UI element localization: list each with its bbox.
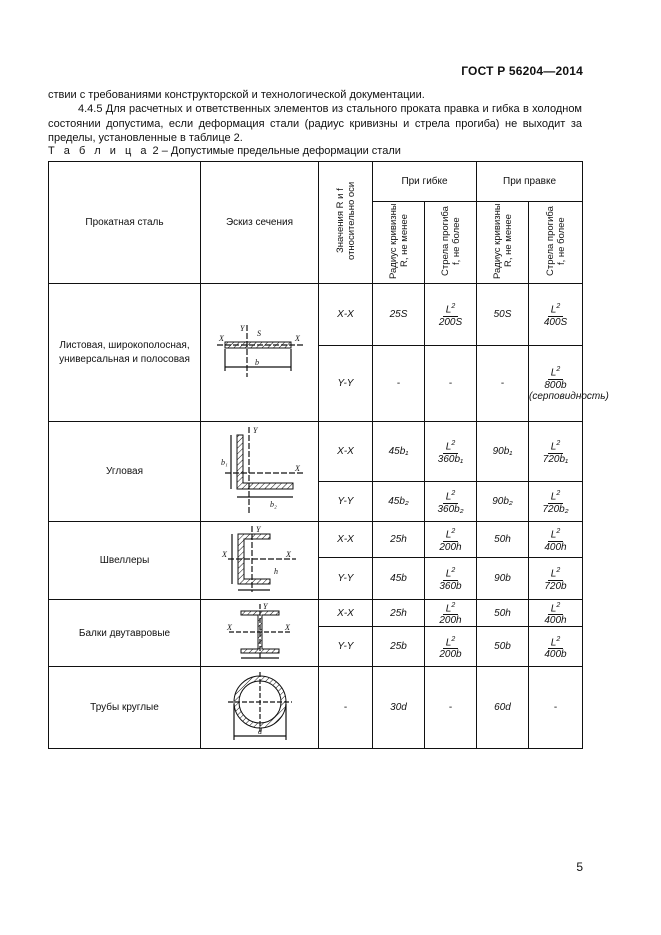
header-straight-radius-cell [477, 202, 529, 284]
angle-section-sketch [201, 422, 319, 522]
angle-x-bend-r: 45b₁ [373, 422, 425, 482]
svg-text:b: b [254, 358, 259, 367]
angle-x-bend-f: $\frac{L^2}{\text{360b₁}}$ [425, 422, 477, 482]
ibeam-y-bend-r: 25b [373, 627, 425, 667]
pipe-axis: - [319, 667, 373, 749]
table-row [49, 667, 583, 749]
row-pipe-name: Трубы круглые [49, 667, 201, 749]
plate-y-straight-f: $\frac{L^2}{800b}$ (серповидность) [529, 346, 583, 422]
page-number: 5 [576, 860, 583, 874]
axis-plate-y: Y-Y [319, 346, 373, 422]
channel-x-straight-f: $\frac{L^2}{400h}$ [529, 522, 583, 558]
row-plate-name: Листовая, широкополосная, универсальная и полосовая [49, 284, 201, 422]
row-channel-name: Швеллеры [49, 522, 201, 600]
svg-text:b₂: b₂ [269, 500, 277, 509]
header-bend-arrow-cell [425, 202, 477, 284]
svg-text:X: X [284, 622, 290, 632]
channel-y-bend-f: $\frac{L^2}{360b}$ [425, 558, 477, 600]
ibeam-y-straight-r: 50b [477, 627, 529, 667]
ibeam-y-straight-f: $\frac{L^2}{400b}$ [529, 627, 583, 667]
svg-text:Y: Y [255, 525, 260, 534]
pipe-bend-r: 30d [373, 667, 425, 749]
standard-number: ГОСТ Р 56204—2014 [461, 64, 583, 78]
paragraph-4-4-5: 4.4.5 Для расчетных и ответственных элементов из стального проката правка и гибка в холодном состоянии допустима, если деформация стали (радиус кривизны и стрела прогиба) не выходит за пределы, установленные в таблице 2. [48, 103, 582, 144]
sickle-note: (серповидность) [529, 390, 609, 402]
plate-x-straight-r: 50S [477, 284, 529, 346]
header-values: Значения R и f относительно оси [334, 181, 357, 261]
table-row [49, 284, 583, 346]
channel-y-straight-r: 90b [477, 558, 529, 600]
axis-ibeam-y: Y-Y [319, 627, 373, 667]
pipe-straight-f: - [529, 667, 583, 749]
header-sketch: Эскиз сечения [201, 162, 319, 284]
header-straight-arrow: Стрела прогиба f, не более [544, 206, 567, 276]
plate-x-bend-r: 25S [373, 284, 425, 346]
axis-angle-y: Y-Y [319, 482, 373, 522]
plate-section-sketch [201, 284, 319, 422]
axis-plate-x: X-X [319, 284, 373, 346]
table-row [49, 600, 583, 627]
table-caption-prefix: Т а б л и ц а [48, 145, 150, 157]
ibeam-x-straight-f: $\frac{L^2}{400h}$ [529, 600, 583, 627]
plate-y-bend-r: - [373, 346, 425, 422]
ibeam-y-bend-f: $\frac{L^2}{200b}$ [425, 627, 477, 667]
svg-text:Y: Y [262, 602, 267, 611]
angle-y-straight-r: 90b₂ [477, 482, 529, 522]
channel-section-sketch [201, 522, 319, 600]
paragraph-continuation: ствии с требованиями конструкторской и технологической документации. [48, 89, 425, 101]
svg-text:X: X [226, 622, 232, 632]
header-values-cell [319, 162, 373, 284]
row-angle-name: Угловая [49, 422, 201, 522]
header-straight-radius: Радиус кривизны R, не менее [491, 203, 514, 279]
header-bend-arrow: Стрела прогиба f, не более [439, 206, 462, 276]
channel-y-straight-f: $\frac{L^2}{720b}$ [529, 558, 583, 600]
svg-text:X: X [294, 464, 300, 473]
svg-text:Y: Y [252, 426, 257, 435]
angle-y-bend-f: $\frac{L^2}{\text{360b₂}}$ [425, 482, 477, 522]
svg-text:X: X [285, 550, 291, 559]
svg-text:d: d [257, 727, 262, 737]
header-bend: При гибке [373, 162, 477, 202]
svg-text:X: X [221, 550, 227, 559]
axis-angle-x: X-X [319, 422, 373, 482]
angle-y-bend-r: 45b₂ [373, 482, 425, 522]
table-row [49, 522, 583, 558]
axis-channel-y: Y-Y [319, 558, 373, 600]
plate-y-bend-f: - [425, 346, 477, 422]
deformation-table [48, 161, 609, 749]
axis-channel-x: X-X [319, 522, 373, 558]
svg-text:b₁: b₁ [220, 458, 228, 467]
pipe-straight-r: 60d [477, 667, 529, 749]
i-beam-section-sketch [201, 600, 319, 667]
row-ibeam-name: Балки двутавровые [49, 600, 201, 667]
ibeam-x-straight-r: 50h [477, 600, 529, 627]
ibeam-x-bend-r: 25h [373, 600, 425, 627]
angle-x-straight-f: $\frac{L^2}{\text{720b₁}}$ [529, 422, 583, 482]
header-steel: Прокатная сталь [49, 162, 201, 284]
svg-text:X: X [218, 334, 224, 343]
table-caption [48, 145, 401, 157]
table-caption-text: 2 – Допустимые предельные деформации стали [152, 145, 401, 157]
header-bend-radius-cell [373, 202, 425, 284]
header-bend-radius: Радиус кривизны R, не менее [387, 203, 410, 279]
angle-y-straight-f: $\frac{L^2}{\text{720b₂}}$ [529, 482, 583, 522]
round-pipe-section-sketch [201, 667, 319, 749]
svg-text:X: X [294, 334, 300, 343]
svg-text:S: S [256, 329, 261, 338]
plate-x-bend-f: $\frac{L^2}{200S}$ [425, 284, 477, 346]
channel-y-bend-r: 45b [373, 558, 425, 600]
svg-text:Y: Y [239, 324, 244, 333]
axis-ibeam-x: X-X [319, 600, 373, 627]
plate-y-straight-r: - [477, 346, 529, 422]
plate-x-straight-f: $\frac{L^2}{400S}$ [529, 284, 583, 346]
header-straight: При правке [477, 162, 583, 202]
channel-x-bend-r: 25h [373, 522, 425, 558]
table-row [49, 422, 583, 482]
ibeam-x-bend-f: $\frac{L^2}{200h}$ [425, 600, 477, 627]
pipe-bend-f: - [425, 667, 477, 749]
angle-x-straight-r: 90b₁ [477, 422, 529, 482]
header-straight-arrow-cell [529, 202, 583, 284]
channel-x-bend-f: $\frac{L^2}{200h}$ [425, 522, 477, 558]
svg-text:h: h [273, 567, 278, 576]
channel-x-straight-r: 50h [477, 522, 529, 558]
